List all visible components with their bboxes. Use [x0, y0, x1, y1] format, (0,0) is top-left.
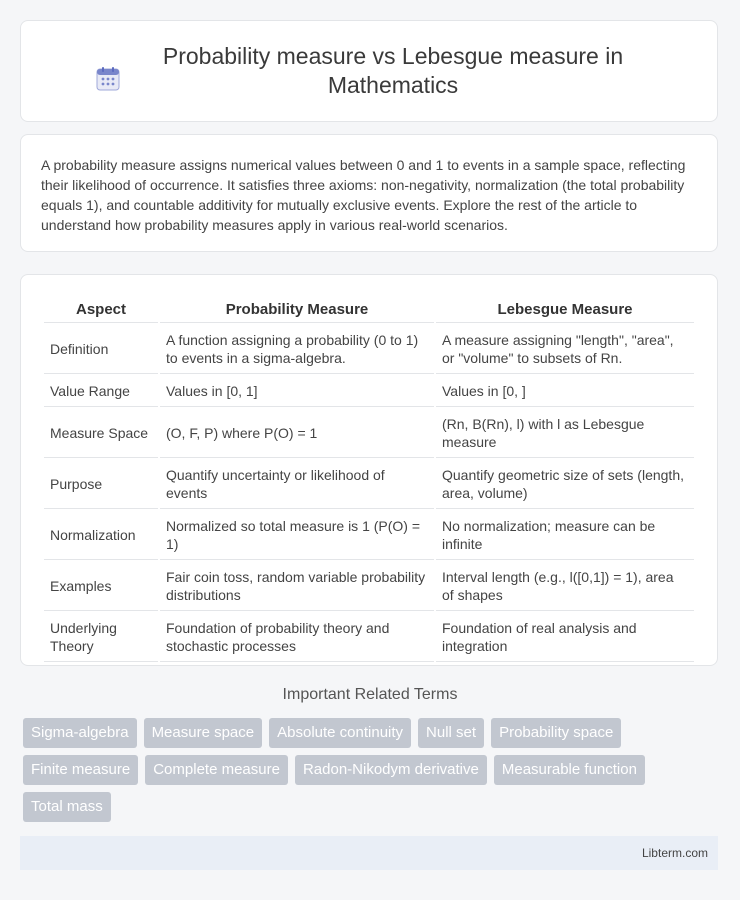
calendar-icon [95, 66, 121, 92]
table-cell: Purpose [44, 460, 158, 509]
table-cell: Foundation of real analysis and integration [436, 613, 694, 662]
column-header: Lebesgue Measure [436, 297, 694, 323]
related-term-tag[interactable]: Total mass [23, 792, 111, 822]
table-cell: Normalized so total measure is 1 (P(O) = 1) [160, 511, 434, 560]
table-row [44, 562, 694, 611]
table-cell: Measure Space [44, 409, 158, 458]
table-cell: No normalization; measure can be infinite [436, 511, 694, 560]
footer-site-link[interactable]: Libterm.com [641, 846, 708, 860]
column-header: Probability Measure [160, 297, 434, 323]
table-cell: Examples [44, 562, 158, 611]
intro-text: A probability measure assigns numerical values between 0 and 1 to events in a sample space, reflecting their likelihood of occurrence. It satisfies three axioms: non-negativity, normalization (the total probability equals 1), and countable additivity for mutually exclusive events. Explore the rest of the article to understand how probability measures apply in various real-world scenarios. [41, 157, 686, 233]
table-cell: Quantify uncertainty or likelihood of events [160, 460, 434, 509]
related-term-tag[interactable]: Measurable function [494, 755, 645, 785]
comparison-table [42, 295, 696, 664]
table-cell: Interval length (e.g., l([0,1]) = 1), area of shapes [436, 562, 694, 611]
related-term-tag[interactable]: Finite measure [23, 755, 138, 785]
table-row [44, 409, 694, 458]
table-header-row [44, 297, 694, 323]
related-term-tag[interactable]: Radon-Nikodym derivative [295, 755, 487, 785]
table-cell: A function assigning a probability (0 to 1) to events in a sigma-algebra. [160, 325, 434, 374]
header-card [20, 20, 718, 122]
related-term-tag[interactable]: Sigma-algebra [23, 718, 137, 748]
title-wrap [95, 42, 643, 100]
table-row [44, 376, 694, 407]
related-terms-title: Important Related Terms [282, 686, 458, 703]
table-cell: Underlying Theory [44, 613, 158, 662]
table-cell: Foundation of probability theory and stochastic processes [160, 613, 434, 662]
table-row [44, 325, 694, 374]
comparison-table-card [20, 274, 718, 666]
table-cell: Value Range [44, 376, 158, 407]
table-row [44, 460, 694, 509]
related-terms-tags [23, 718, 723, 829]
table-cell: Values in [0, ] [436, 376, 694, 407]
related-term-tag[interactable]: Probability space [491, 718, 621, 748]
table-row [44, 511, 694, 560]
page-title: Probability measure vs Lebesgue measure in Mathematics [162, 43, 624, 98]
table-cell: A measure assigning "length", "area", or "volume" to subsets of Rn. [436, 325, 694, 374]
table-cell: Normalization [44, 511, 158, 560]
related-term-tag[interactable]: Complete measure [145, 755, 288, 785]
table-cell: Quantify geometric size of sets (length, area, volume) [436, 460, 694, 509]
table-cell: (Rn, B(Rn), l) with l as Lebesgue measure [436, 409, 694, 458]
table-cell: Fair coin toss, random variable probability distributions [160, 562, 434, 611]
table-row [44, 613, 694, 662]
footer [20, 836, 718, 870]
table-cell: Values in [0, 1] [160, 376, 434, 407]
intro-card [20, 134, 718, 252]
related-term-tag[interactable]: Absolute continuity [269, 718, 411, 748]
table-cell: Definition [44, 325, 158, 374]
related-term-tag[interactable]: Null set [418, 718, 484, 748]
related-term-tag[interactable]: Measure space [144, 718, 263, 748]
column-header: Aspect [44, 297, 158, 323]
table-cell: (O, F, P) where P(O) = 1 [160, 409, 434, 458]
